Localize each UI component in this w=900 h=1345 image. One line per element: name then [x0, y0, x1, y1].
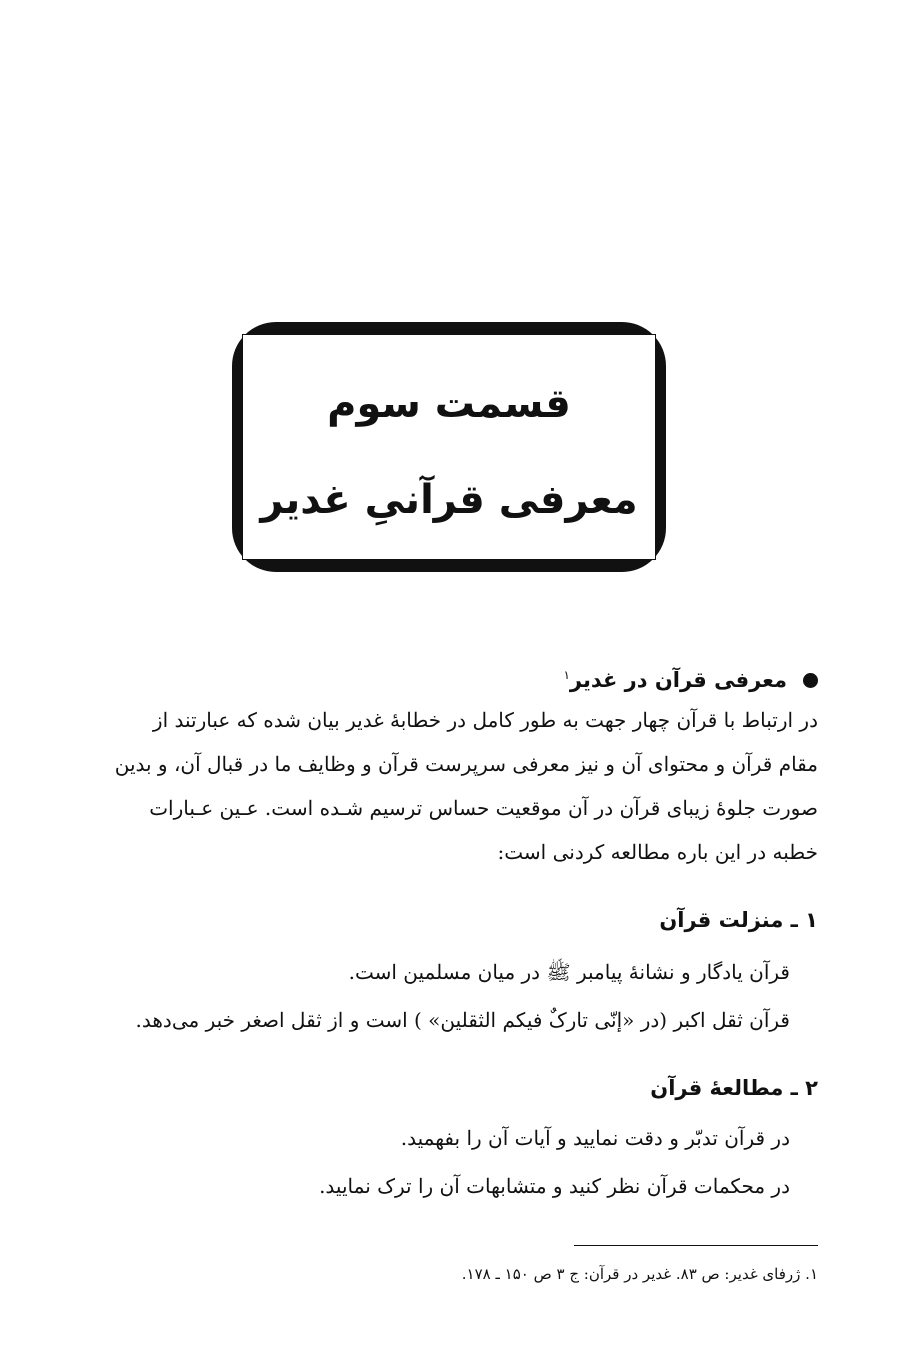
footnote-rule	[574, 1245, 818, 1246]
list-item: قرآن یادگار و نشانهٔ پیامبر ﷺ در میان مسلمین است.	[348, 960, 790, 984]
section-heading-text: معرفی قرآن در غدیر$^۱$	[563, 668, 787, 692]
paragraph-line: در ارتباط با قرآن چهار جهت به طور کامل در خطابهٔ غدیر بیان شده که عبارتند از	[152, 708, 818, 732]
list-item: در قرآن تدبّر و دقت نمایید و آیات آن را بفهمید.	[400, 1126, 790, 1150]
paragraph-line: مقام قرآن و محتوای آن و نیز معرفی سرپرست قرآن و وظایف ما در قبال آن، و بدین	[114, 752, 818, 776]
part-subtitle: معرفی قرآنیِ غدیر	[260, 477, 638, 523]
section-heading	[563, 660, 818, 700]
list-item: قرآن ثقل اکبر (در «إنّی تارکٌ فیکم الثقلین» ) است و از ثقل اصغر خبر می‌دهد.	[135, 1008, 790, 1032]
subsection-heading: ۲ ـ مطالعهٔ قرآن	[650, 1076, 818, 1100]
paragraph-line: خطبه در این باره مطالعه کردنی است:	[497, 840, 818, 864]
title-frame	[232, 322, 666, 572]
bullet-icon	[803, 673, 818, 688]
paragraph-line: صورت جلوهٔ زیبای قرآن در آن موقعیت حساس ترسیم شـده است. عـین عـبارات	[149, 796, 818, 820]
subsection-heading: ۱ ـ منزلت قرآن	[659, 908, 818, 932]
footnote-marker: ۱	[563, 668, 570, 682]
title-box	[242, 334, 656, 560]
part-title: قسمت سوم	[327, 381, 571, 427]
footnote: ۱. ژرفای غدیر: ص ۸۳. غدیر در قرآن: ج ۳ ص ۱۵۰ ـ ۱۷۸.	[461, 1265, 818, 1283]
list-item: در محکمات قرآن نظر کنید و متشابهات آن را ترک نمایید.	[319, 1174, 790, 1198]
